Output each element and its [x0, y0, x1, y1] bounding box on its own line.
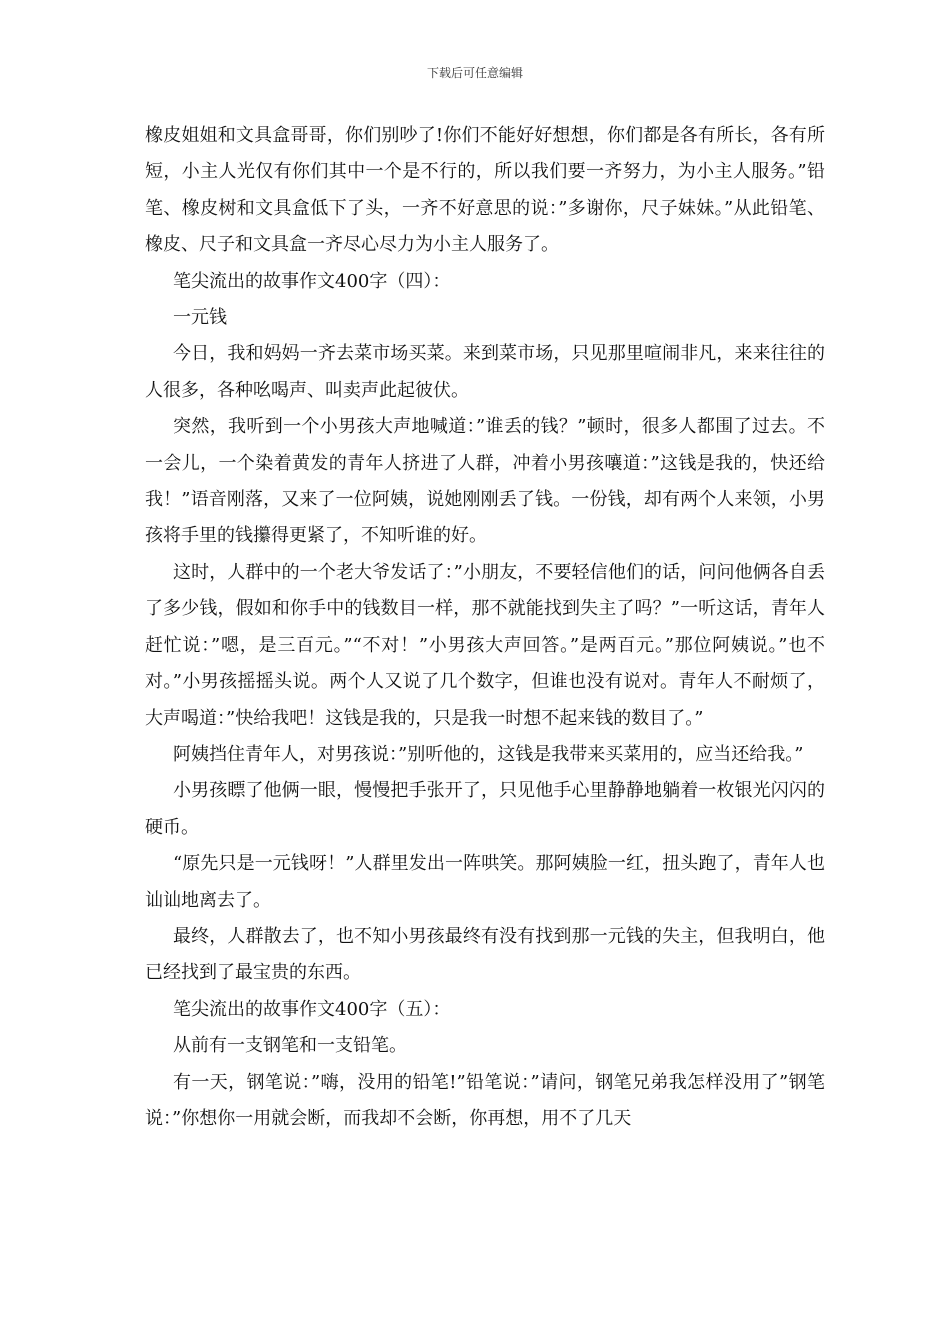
page-header: 下载后可任意编辑	[426, 66, 523, 80]
paragraph: 阿姨挡住青年人，对男孩说：”别听他的，这钱是我带来买菜用的，应当还给我。”	[173, 743, 804, 765]
document-body	[145, 118, 825, 1137]
paragraph: 今日，我和妈妈一齐去菜市场买菜。来到菜市场，只见那里喧闹非凡，来来往往的人很多，各种吆喝声、叫卖声此起彼伏。	[145, 343, 825, 401]
paragraph: 小男孩瞟了他俩一眼，慢慢把手张开了，只见他手心里静静地躺着一枚银光闪闪的硬币。	[145, 780, 825, 838]
paragraph: 突然，我听到一个小男孩大声地喊道：”谁丢的钱？”顿时，很多人都围了过去。不一会儿，一个染着黄发的青年人挤进了人群，冲着小男孩嚷道：”这钱是我的，快还给我！”语音刚落，又来了一位阿姨，说她刚刚丢了钱。一份钱，却有两个人来领，小男孩将手里的钱攥得更紧了，不知听谁的好。	[145, 416, 825, 547]
paragraph: 最终，人群散去了，也不知小男孩最终有没有找到那一元钱的失主，但我明白，他已经找到了最宝贵的东西。	[145, 925, 825, 984]
paragraph: 这时，人群中的一个老大爷发话了：”小朋友，不要轻信他们的话，问问他俩各自丢了多少钱，假如和你手中的钱数目一样，那不就能找到失主了吗？”一听这话，青年人赶忙说：”嗯，是三百元。”“不对！”小男孩大声回答。”是两百元。”那位阿姨说。”也不对。”小男孩摇摇头说。两个人又说了几个数字，但谁也没有说对。青年人不耐烦了，大声喝道：”快给我吧！这钱是我的，只是我一时想不起来钱的数目了。”	[145, 561, 825, 729]
section-heading: 笔尖流出的故事作文400字（四）：	[173, 270, 451, 292]
paragraph: 从前有一支钢笔和一支铅笔。	[173, 1035, 407, 1057]
paragraph: 有一天，钢笔说：”嗨，没用的铅笔!”铅笔说：”请问，钢笔兄弟我怎样没用了”钢笔说：”你想你一用就会断，而我却不会断，你再想，用不了几天	[145, 1071, 825, 1129]
section-heading: 笔尖流出的故事作文400字（五）：	[173, 998, 451, 1020]
paragraph: “原先只是一元钱呀！”人群里发出一阵哄笑。那阿姨脸一红，扭头跑了，青年人也讪讪地离去了。	[145, 853, 825, 911]
paragraph: 橡皮姐姐和文具盒哥哥，你们别吵了!你们不能好好想想，你们都是各有所长，各有所短，小主人光仅有你们其中一个是不行的，所以我们要一齐努力，为小主人服务。”铅笔、橡皮树和文具盒低下了头，一齐不好意思的说：”多谢你，尺子妹妹。”从此铅笔、橡皮、尺子和文具盒一齐尽心尽力为小主人服务了。	[145, 125, 825, 256]
story-title: 一元钱	[173, 307, 227, 329]
